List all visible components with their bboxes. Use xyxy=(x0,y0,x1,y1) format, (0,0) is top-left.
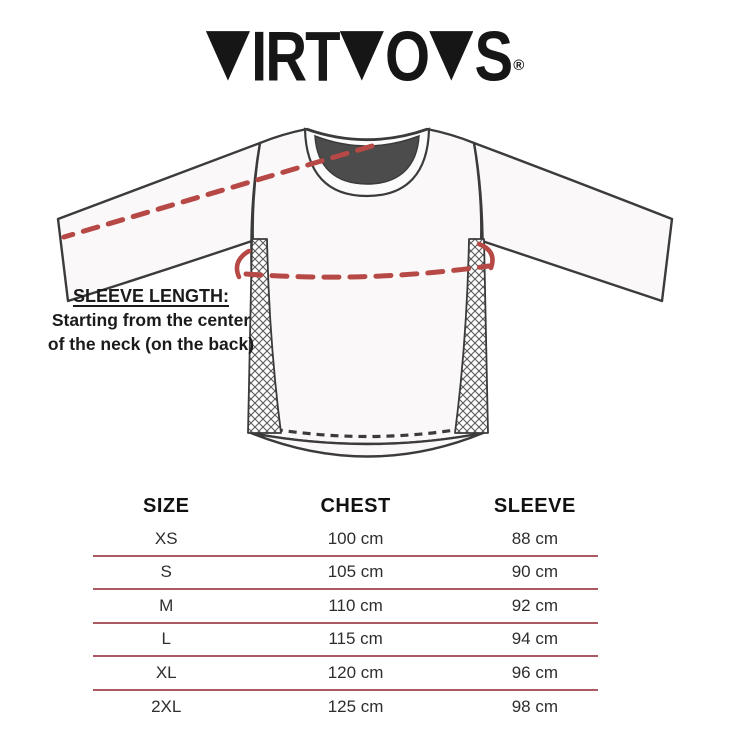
cell-size: S xyxy=(160,562,172,582)
cell-sleeve: 90 cm xyxy=(511,562,558,582)
header-chest: CHEST xyxy=(320,494,391,517)
header-sleeve: SLEEVE xyxy=(493,494,576,517)
cell-chest: 125 cm xyxy=(327,697,384,717)
cell-sleeve: 92 cm xyxy=(511,595,558,615)
size-table xyxy=(93,489,598,724)
table-row-s xyxy=(93,557,598,591)
registered-mark: ® xyxy=(513,57,525,74)
size-table-header xyxy=(93,489,598,523)
cell-chest: 120 cm xyxy=(327,662,384,682)
cell-chest: 115 cm xyxy=(328,629,383,649)
cell-size: M xyxy=(159,595,174,615)
table-row-m xyxy=(93,590,598,624)
table-row-2xl xyxy=(93,691,598,725)
table-row-xs xyxy=(93,523,598,557)
brand-logo-text: IRT O S xyxy=(205,16,511,98)
cell-chest: 110 cm xyxy=(328,595,383,615)
header-size: SIZE xyxy=(142,494,190,517)
right-sleeve xyxy=(474,143,672,301)
cell-sleeve: 96 cm xyxy=(511,662,558,682)
cell-chest: 100 cm xyxy=(327,528,384,548)
cell-size: XS xyxy=(154,528,178,548)
note-line-2: of the neck (on the back) xyxy=(47,334,255,354)
cell-sleeve: 98 cm xyxy=(511,697,558,717)
table-row-l xyxy=(93,624,598,658)
cell-sleeve: 88 cm xyxy=(511,528,558,548)
cell-size: 2XL xyxy=(151,697,182,717)
cell-sleeve: 94 cm xyxy=(511,629,558,649)
cell-size: L xyxy=(161,629,171,649)
left-sleeve xyxy=(58,143,260,301)
note-line-1: Starting from the center xyxy=(51,310,251,330)
brand-logo xyxy=(0,16,729,97)
cell-size: XL xyxy=(155,662,177,682)
cell-chest: 105 cm xyxy=(327,562,384,582)
sleeve-length-note xyxy=(20,284,282,356)
note-title: SLEEVE LENGTH: xyxy=(72,286,229,306)
table-row-xl xyxy=(93,657,598,691)
